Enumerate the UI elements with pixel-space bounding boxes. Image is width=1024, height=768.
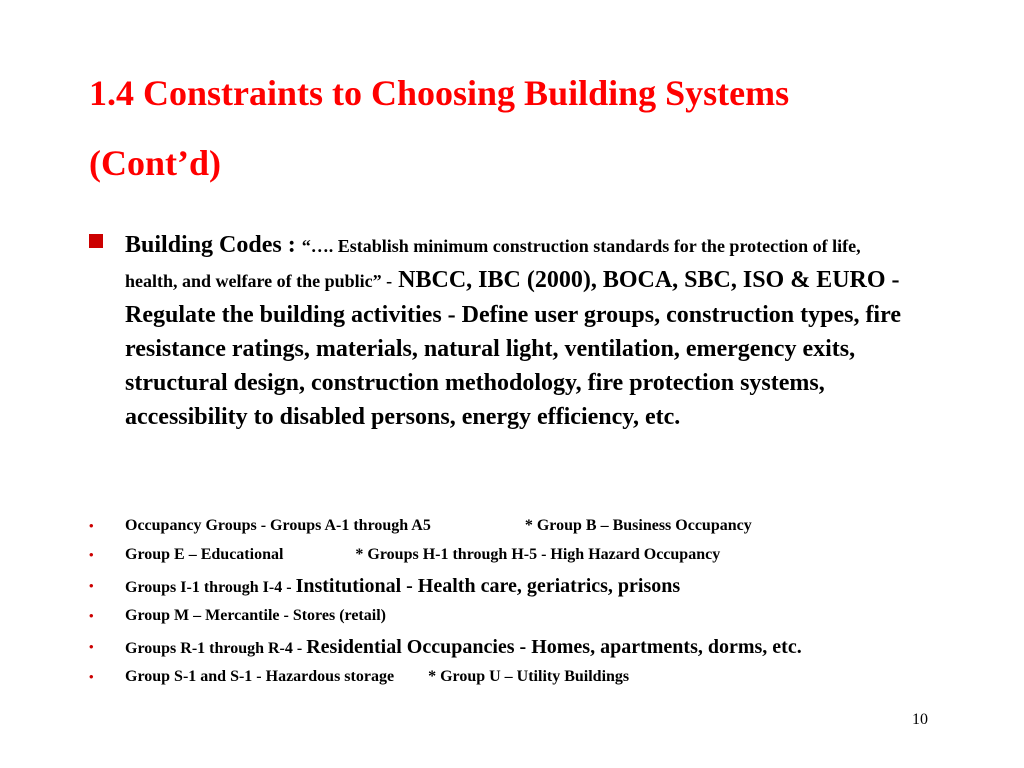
bullet-dot-icon: • (89, 639, 94, 654)
building-codes-paragraph (125, 228, 905, 434)
bullet-dot-icon: • (89, 547, 94, 562)
slide-title-line-2: (Cont’d) (89, 143, 221, 183)
occupancy-group-text-secondary: * Group U – Utility Buildings (428, 668, 630, 685)
occupancy-group-text: Groups R-1 through R-4 - (125, 640, 303, 657)
square-bullet-icon (89, 234, 103, 248)
bullet-dot-icon: • (89, 578, 94, 593)
occupancy-group-text: Groups I-1 through I-4 - (125, 579, 292, 596)
occupancy-group-text-secondary: * Groups H-1 through H-5 - High Hazard Occupancy (355, 546, 721, 563)
bullet-dot-icon: • (89, 669, 94, 684)
building-codes-body: NBCC, IBC (2000), BOCA, SBC, ISO & EURO - Regulate the building activities - Define user groups, construction types, fire resistance ratings, materials, natural light, ventilation, emergency exits, structural design, construction methodology, fire protection systems, accessibility to disabled persons, energy efficiency, etc. (125, 267, 901, 430)
occupancy-group-text-large: Residential Occupancies - Homes, apartments, dorms, etc. (306, 636, 802, 658)
bullet-dot-icon: • (89, 608, 94, 623)
occupancy-group-text-large: Institutional - Health care, geriatrics, prisons (295, 575, 681, 597)
occupancy-group-text: Group M – Mercantile - Stores (retail) (125, 607, 386, 624)
slide-title-line-1: 1.4 Constraints to Choosing Building Systems (89, 73, 790, 113)
building-codes-quote: “…. Establish minimum construction standards for the protection of life, health, and welfare of the public” - (125, 236, 861, 291)
occupancy-group-text-secondary: * Group B – Business Occupancy (524, 517, 752, 534)
occupancy-group-text: Occupancy Groups - Groups A-1 through A5 (125, 517, 431, 534)
page-number: 10 (912, 711, 928, 728)
occupancy-group-text: Group S-1 and S-1 - Hazardous storage (125, 668, 395, 685)
bullet-dot-icon: • (89, 518, 94, 533)
building-codes-label: Building Codes : (125, 232, 296, 258)
occupancy-group-text: Group E – Educational (125, 546, 284, 563)
